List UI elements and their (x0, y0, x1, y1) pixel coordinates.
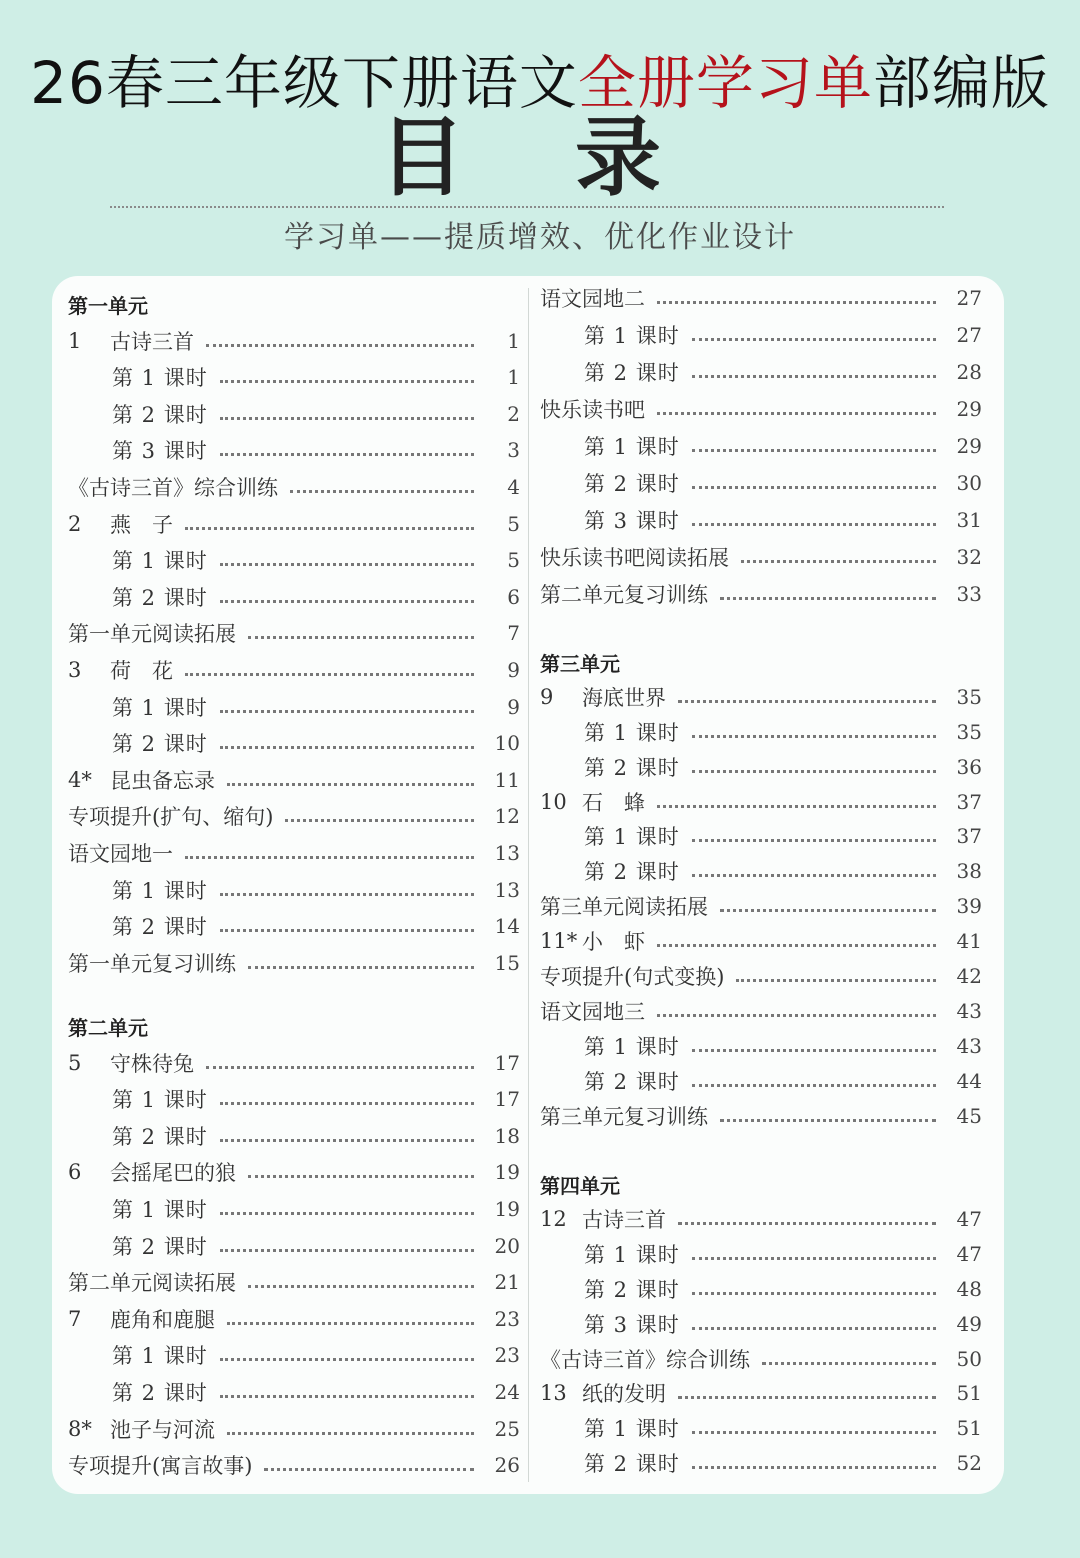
toc-entry[interactable] (68, 1266, 520, 1298)
toc-entry[interactable] (540, 1030, 982, 1062)
dot-leader (185, 525, 474, 530)
toc-entry[interactable] (68, 1120, 520, 1152)
lesson-number: 10 (540, 790, 567, 814)
dot-leader (692, 1325, 936, 1330)
dot-leader (248, 634, 474, 639)
toc-entry (68, 288, 520, 320)
dot-leader (657, 410, 936, 415)
entry-title: 古诗三首 (110, 330, 194, 354)
lesson-number: 12 (540, 1207, 567, 1231)
entry-title: 第 3 课时 (584, 509, 680, 533)
dot-leader (692, 484, 936, 489)
dot-leader (657, 803, 936, 808)
entry-title: 海底世界 (582, 686, 666, 710)
page-number: 6 (507, 585, 520, 609)
page-number: 51 (956, 1381, 982, 1405)
toc-entry[interactable] (68, 910, 520, 942)
dot-leader (692, 1429, 936, 1434)
toc-entry[interactable] (68, 1193, 520, 1225)
entry-title: 第 1 课时 (584, 435, 680, 459)
entry-title: 第 2 课时 (584, 756, 680, 780)
toc-entry[interactable] (540, 681, 982, 713)
dot-leader (220, 378, 474, 383)
toc-entry[interactable] (68, 398, 520, 430)
entry-title: 第 2 课时 (112, 732, 208, 756)
dot-leader (692, 1082, 936, 1087)
toc-entry[interactable] (540, 1203, 982, 1235)
toc-entry[interactable] (68, 325, 520, 357)
banner-title-prefix: 26春三年级下册语文 (30, 49, 578, 117)
dot-leader (736, 977, 936, 982)
lesson-number: 1 (68, 329, 82, 353)
entry-title: 会摇尾巴的狼 (110, 1161, 236, 1185)
page-number: 49 (956, 1312, 982, 1336)
toc-entry[interactable] (68, 1303, 520, 1335)
dot-leader (220, 927, 474, 932)
lesson-number: 8* (68, 1417, 92, 1441)
page-number: 44 (956, 1069, 982, 1093)
dot-leader (692, 1464, 936, 1469)
page-number: 19 (494, 1197, 520, 1221)
entry-title: 第 2 课时 (584, 1452, 680, 1476)
entry-title: 《古诗三首》综合训练 (540, 1348, 750, 1372)
entry-title: 昆虫备忘录 (110, 769, 215, 793)
dot-leader (657, 942, 936, 947)
entry-title: 第 2 课时 (584, 361, 680, 385)
toc-entry[interactable] (68, 1413, 520, 1445)
page-number: 27 (956, 286, 982, 310)
toc-entry[interactable] (68, 1047, 520, 1079)
page-number: 10 (494, 731, 520, 755)
page-number: 18 (494, 1124, 520, 1148)
toc-entry[interactable] (68, 1083, 520, 1115)
dot-leader (692, 1047, 936, 1052)
unit-heading: 第三单元 (540, 651, 620, 676)
page-number: 24 (494, 1380, 520, 1404)
entry-title: 语文园地三 (540, 1000, 645, 1024)
page-heading: 目 录 (379, 108, 701, 208)
toc-entry[interactable] (540, 356, 982, 388)
entry-title: 语文园地一 (68, 842, 173, 866)
toc-entry[interactable] (540, 467, 982, 499)
toc-entry[interactable] (540, 1308, 982, 1340)
dot-leader (678, 1220, 936, 1225)
toc-entry[interactable] (68, 727, 520, 759)
toc-entry[interactable] (540, 1447, 982, 1479)
page-number: 9 (507, 658, 520, 682)
toc-entry[interactable] (68, 947, 520, 979)
dot-leader (220, 1247, 474, 1252)
toc-entry[interactable] (540, 820, 982, 852)
toc-entry[interactable] (68, 1339, 520, 1371)
entry-title: 第 2 课时 (112, 403, 208, 427)
dot-leader (692, 1255, 936, 1260)
toc-entry[interactable] (68, 617, 520, 649)
toc-entry[interactable] (68, 361, 520, 393)
page-number: 31 (956, 508, 982, 532)
page-number: 47 (956, 1207, 982, 1231)
toc-entry[interactable] (68, 508, 520, 540)
entry-title: 第 1 课时 (112, 696, 208, 720)
entry-title: 池子与河流 (110, 1418, 215, 1442)
dot-leader (220, 1100, 474, 1105)
dot-leader (248, 964, 474, 969)
page-number: 11 (494, 768, 520, 792)
page-number: 30 (956, 471, 982, 495)
toc-entry[interactable] (540, 1377, 982, 1409)
dot-leader (220, 561, 474, 566)
lesson-number: 2 (68, 512, 82, 536)
toc-entry (540, 646, 982, 678)
page-number: 7 (507, 621, 520, 645)
toc-entry (540, 1168, 982, 1200)
dot-leader (220, 1356, 474, 1361)
page-subtitle: 学习单——提质增效、优化作业设计 (284, 220, 796, 255)
entry-title: 快乐读书吧阅读拓展 (540, 546, 729, 570)
toc-entry[interactable] (68, 874, 520, 906)
entry-title: 第三单元复习训练 (540, 1105, 708, 1129)
entry-title: 第 2 课时 (584, 860, 680, 884)
dot-leader (741, 558, 936, 563)
toc-entry[interactable] (68, 1230, 520, 1262)
toc-entry[interactable] (540, 1238, 982, 1270)
dot-leader (220, 1137, 474, 1142)
entry-title: 第 2 课时 (584, 1070, 680, 1094)
dot-leader (692, 872, 936, 877)
toc-entry[interactable] (68, 691, 520, 723)
page-number: 48 (956, 1277, 982, 1301)
toc-entry[interactable] (540, 751, 982, 783)
toc-card (52, 276, 1004, 1494)
page-number: 15 (494, 951, 520, 975)
entry-title: 专项提升(句式变换) (540, 965, 725, 989)
dot-leader (657, 1012, 936, 1017)
entry-title: 第一单元复习训练 (68, 952, 236, 976)
dot-leader (720, 1117, 936, 1122)
entry-title: 第 2 课时 (112, 1125, 208, 1149)
page-number: 13 (494, 841, 520, 865)
entry-title: 专项提升(寓言故事) (68, 1454, 253, 1478)
dot-leader (692, 373, 936, 378)
page-number: 27 (956, 323, 982, 347)
entry-title: 第 1 课时 (584, 1417, 680, 1441)
toc-entry[interactable] (540, 430, 982, 462)
page-number: 23 (494, 1343, 520, 1367)
page-number: 1 (507, 365, 520, 389)
lesson-number: 7 (68, 1307, 82, 1331)
banner-title-suffix: 部编版 (872, 49, 1050, 117)
entry-title: 第 1 课时 (112, 879, 208, 903)
page-number: 9 (507, 695, 520, 719)
toc-entry[interactable] (540, 786, 982, 818)
dot-leader (220, 415, 474, 420)
page-number: 5 (507, 548, 520, 572)
page-number: 37 (956, 824, 982, 848)
toc-entry[interactable] (540, 960, 982, 992)
toc-entry[interactable] (68, 837, 520, 869)
lesson-number: 9 (540, 685, 554, 709)
lesson-number: 6 (68, 1160, 82, 1184)
dotted-divider (110, 206, 944, 208)
dot-leader (220, 451, 474, 456)
toc-entry[interactable] (68, 544, 520, 576)
page-number: 52 (956, 1451, 982, 1475)
page-number: 39 (956, 894, 982, 918)
entry-title: 第 1 课时 (112, 1088, 208, 1112)
page-number: 33 (956, 582, 982, 606)
toc-entry[interactable] (540, 995, 982, 1027)
entry-title: 古诗三首 (582, 1208, 666, 1232)
page-number: 3 (507, 438, 520, 462)
page-number: 42 (956, 964, 982, 988)
page-number: 35 (956, 720, 982, 744)
toc-entry[interactable] (540, 855, 982, 887)
dot-leader (692, 733, 936, 738)
entry-title: 第三单元阅读拓展 (540, 895, 708, 919)
page-number: 13 (494, 878, 520, 902)
dot-leader (206, 1064, 474, 1069)
page-number: 21 (494, 1270, 520, 1294)
dot-leader (692, 837, 936, 842)
page-number: 23 (494, 1307, 520, 1331)
dot-leader (692, 336, 936, 341)
toc-entry[interactable] (540, 1273, 982, 1305)
dot-leader (220, 891, 474, 896)
entry-title: 石 蜂 (582, 791, 645, 815)
toc-entry[interactable] (68, 434, 520, 466)
page-number: 28 (956, 360, 982, 384)
dot-leader (248, 1283, 474, 1288)
page-number: 17 (494, 1051, 520, 1075)
entry-title: 第 2 课时 (112, 1235, 208, 1259)
lesson-number: 3 (68, 658, 82, 682)
entry-title: 第 2 课时 (112, 915, 208, 939)
dot-leader (248, 1173, 474, 1178)
page-number: 2 (507, 402, 520, 426)
entry-title: 第 3 课时 (584, 1313, 680, 1337)
dot-leader (220, 598, 474, 603)
dot-leader (227, 781, 474, 786)
page-number: 29 (956, 397, 982, 421)
page-number: 25 (494, 1417, 520, 1441)
page-number: 36 (956, 755, 982, 779)
dot-leader (285, 817, 474, 822)
page-number: 45 (956, 1104, 982, 1128)
dot-leader (220, 708, 474, 713)
dot-leader (762, 1360, 936, 1365)
entry-title: 小 虾 (582, 930, 645, 954)
dot-leader (185, 854, 474, 859)
entry-title: 第 1 课时 (584, 324, 680, 348)
unit-heading: 第一单元 (68, 293, 148, 318)
dot-leader (692, 1290, 936, 1295)
page-number: 51 (956, 1416, 982, 1440)
entry-title: 第 1 课时 (584, 1243, 680, 1267)
toc-entry[interactable] (68, 1156, 520, 1188)
dot-leader (678, 698, 936, 703)
toc-entry[interactable] (540, 393, 982, 425)
entry-title: 荷 花 (110, 659, 173, 683)
banner-title-highlight: 全册学习单 (577, 49, 873, 117)
entry-title: 第 1 课时 (584, 721, 680, 745)
entry-title: 第 1 课时 (112, 1198, 208, 1222)
entry-title: 第 1 课时 (112, 1344, 208, 1368)
page-number: 43 (956, 1034, 982, 1058)
page-number: 4 (507, 475, 520, 499)
dot-leader (678, 1394, 936, 1399)
toc-entry[interactable] (540, 890, 982, 922)
toc-entry[interactable] (540, 1343, 982, 1375)
dot-leader (290, 488, 474, 493)
entry-title: 快乐读书吧 (540, 398, 645, 422)
page-number: 14 (494, 914, 520, 938)
entry-title: 第 3 课时 (112, 439, 208, 463)
lesson-number: 4* (68, 768, 92, 792)
unit-heading: 第四单元 (540, 1173, 620, 1198)
column-separator (528, 288, 529, 1482)
toc-entry[interactable] (68, 471, 520, 503)
entry-title: 守株待兔 (110, 1052, 194, 1076)
page-number: 17 (494, 1087, 520, 1111)
dot-leader (220, 1210, 474, 1215)
page-number: 5 (507, 512, 520, 536)
dot-leader (657, 299, 936, 304)
dot-leader (206, 342, 474, 347)
toc-entry (68, 1010, 520, 1042)
entry-title: 《古诗三首》综合训练 (68, 476, 278, 500)
entry-title: 第 2 课时 (112, 1381, 208, 1405)
entry-title: 第 2 课时 (584, 472, 680, 496)
dot-leader (692, 447, 936, 452)
page-number: 47 (956, 1242, 982, 1266)
dot-leader (220, 744, 474, 749)
page-number: 38 (956, 859, 982, 883)
toc-entry[interactable] (68, 1376, 520, 1408)
lesson-number: 11* (540, 929, 578, 953)
entry-title: 第二单元复习训练 (540, 583, 708, 607)
page-number: 37 (956, 790, 982, 814)
page-number: 50 (956, 1347, 982, 1371)
toc-entry[interactable] (540, 504, 982, 536)
toc-entry[interactable] (68, 1449, 520, 1481)
toc-entry[interactable] (540, 1100, 982, 1132)
page-number: 1 (507, 329, 520, 353)
toc-entry[interactable] (68, 764, 520, 796)
dot-leader (227, 1320, 474, 1325)
toc-entry[interactable] (540, 282, 982, 314)
toc-entry[interactable] (540, 319, 982, 351)
unit-heading: 第二单元 (68, 1015, 148, 1040)
dot-leader (264, 1466, 474, 1471)
toc-entry[interactable] (540, 578, 982, 610)
entry-title: 第二单元阅读拓展 (68, 1271, 236, 1295)
entry-title: 第 1 课时 (112, 549, 208, 573)
toc-entry[interactable] (540, 1412, 982, 1444)
page-number: 26 (494, 1453, 520, 1477)
page-number: 32 (956, 545, 982, 569)
page-number: 35 (956, 685, 982, 709)
entry-title: 第 1 课时 (584, 825, 680, 849)
toc-entry[interactable] (540, 716, 982, 748)
dot-leader (220, 1393, 474, 1398)
page-number: 19 (494, 1160, 520, 1184)
entry-title: 第一单元阅读拓展 (68, 622, 236, 646)
page-number: 29 (956, 434, 982, 458)
entry-title: 第 1 课时 (112, 366, 208, 390)
page-number: 43 (956, 999, 982, 1023)
page-number: 20 (494, 1234, 520, 1258)
toc-entry[interactable] (540, 925, 982, 957)
entry-title: 第 1 课时 (584, 1035, 680, 1059)
page-number: 41 (956, 929, 982, 953)
dot-leader (720, 907, 936, 912)
entry-title: 第 2 课时 (584, 1278, 680, 1302)
dot-leader (692, 521, 936, 526)
lesson-number: 5 (68, 1051, 82, 1075)
entry-title: 燕 子 (110, 513, 173, 537)
entry-title: 第 2 课时 (112, 586, 208, 610)
toc-entry[interactable] (68, 581, 520, 613)
dot-leader (185, 671, 474, 676)
toc-entry[interactable] (68, 654, 520, 686)
dot-leader (720, 595, 936, 600)
entry-title: 专项提升(扩句、缩句) (68, 805, 274, 829)
page-number: 12 (494, 804, 520, 828)
toc-entry[interactable] (540, 1065, 982, 1097)
dot-leader (227, 1430, 474, 1435)
toc-entry[interactable] (68, 800, 520, 832)
entry-title: 语文园地二 (540, 287, 645, 311)
entry-title: 鹿角和鹿腿 (110, 1308, 215, 1332)
dot-leader (692, 768, 936, 773)
entry-title: 纸的发明 (582, 1382, 666, 1406)
toc-entry[interactable] (540, 541, 982, 573)
lesson-number: 13 (540, 1381, 567, 1405)
